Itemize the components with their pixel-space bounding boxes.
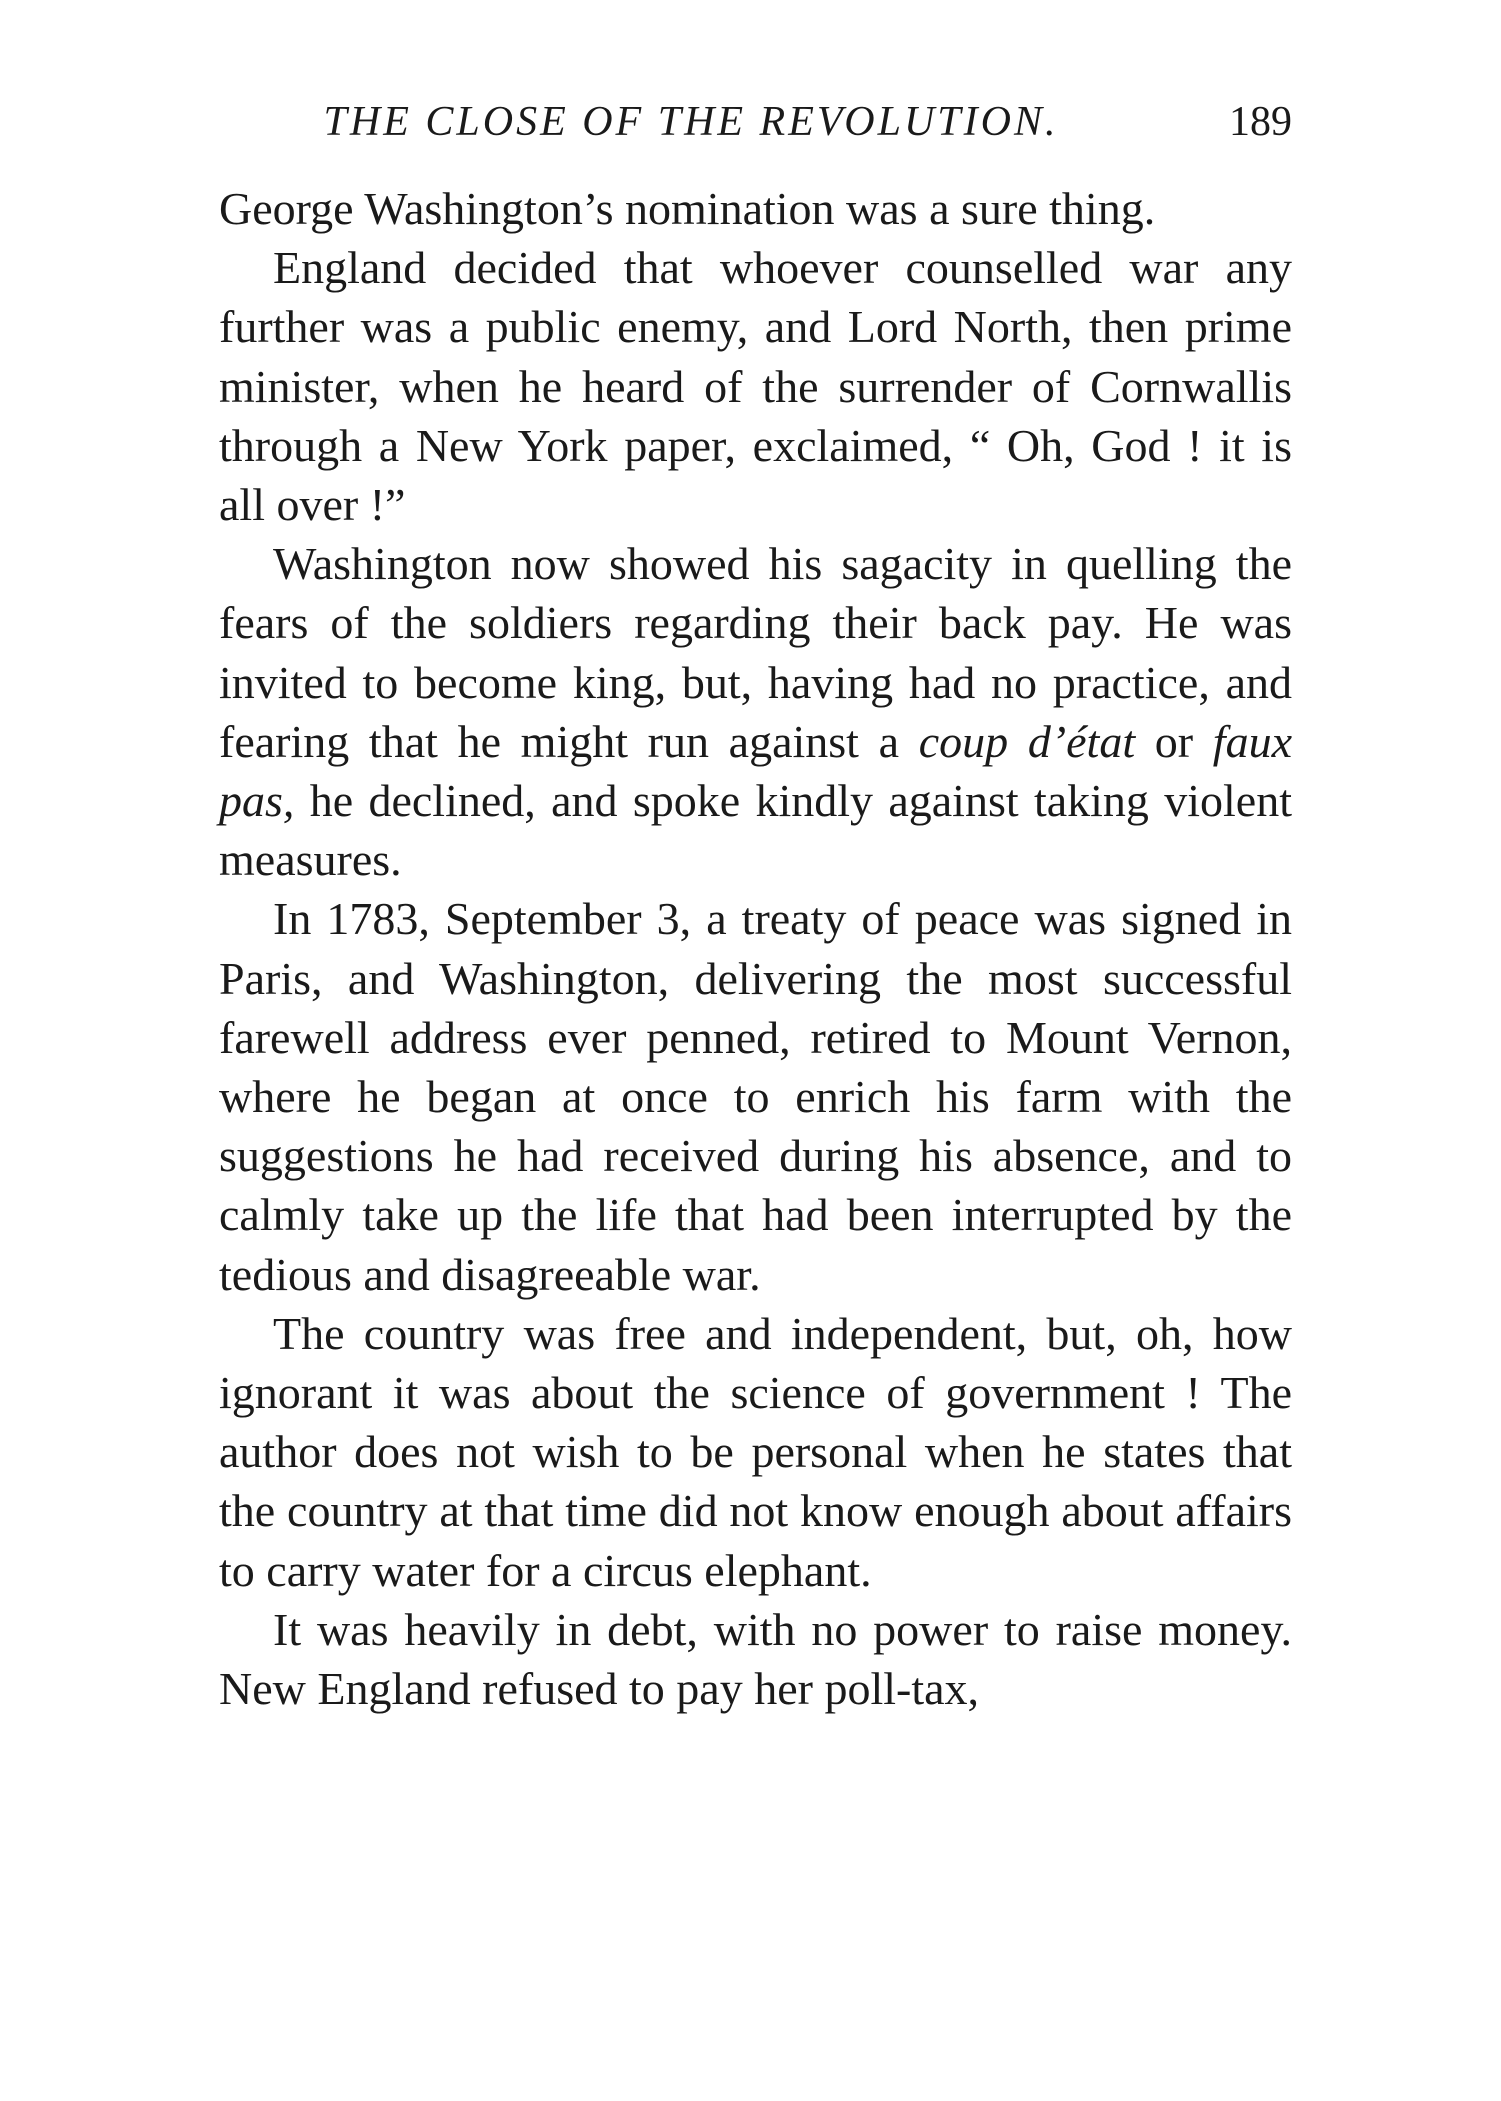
running-head bbox=[219, 92, 1292, 152]
paragraph-4: In 1783, September 3, a treaty of peace was signed in Paris, and Washington, delivering the most successful farewell address ever penned, retired to Mount Vernon, where he began at once to enrich his farm with the suggestions he had received during his absence, and to calmly take up the life that had been interrupted by the tedious and disagreeable war. bbox=[219, 893, 1292, 1300]
body-text bbox=[219, 179, 1292, 1718]
page-number: 189 bbox=[1229, 99, 1292, 145]
italic-phrase-faux-pas: faux pas, bbox=[219, 715, 1292, 827]
paragraph-3-text-between: or bbox=[1135, 715, 1213, 767]
italic-phrase-coup-detat: coup d’état bbox=[918, 715, 1136, 767]
paragraph-3-text-before: Washington now showed his sagacity in quelling the fears of the soldiers regarding their back pay. He was invited to become king, but, having had no practice, and fearing that he might run against a bbox=[219, 538, 1292, 767]
paragraph-5: The country was free and independent, but, oh, how ignorant it was about the science of government ! The author does not wish to be personal when he states that the country at that time did not know enough about affairs to carry water for a circus elephant. bbox=[219, 1307, 1292, 1596]
running-title: THE CLOSE OF THE REVOLUTION. bbox=[323, 99, 1059, 145]
paragraph-6: It was heavily in debt, with no power to raise money. New England refused to pay her poll-tax, bbox=[219, 1603, 1292, 1715]
paragraph-3-text-after: he declined, and spoke kindly against taking violent measures. bbox=[219, 775, 1292, 886]
paragraph-3 bbox=[219, 534, 1292, 889]
paragraph-2: England decided that whoever counselled war any further was a public enemy, and Lord North, then prime minister, when he heard of the surrender of Cornwallis through a New York paper, exclaimed, “ Oh, God ! it is all over !” bbox=[219, 242, 1292, 531]
paragraph-1: George Washington’s nomination was a sure thing. bbox=[219, 183, 1156, 234]
